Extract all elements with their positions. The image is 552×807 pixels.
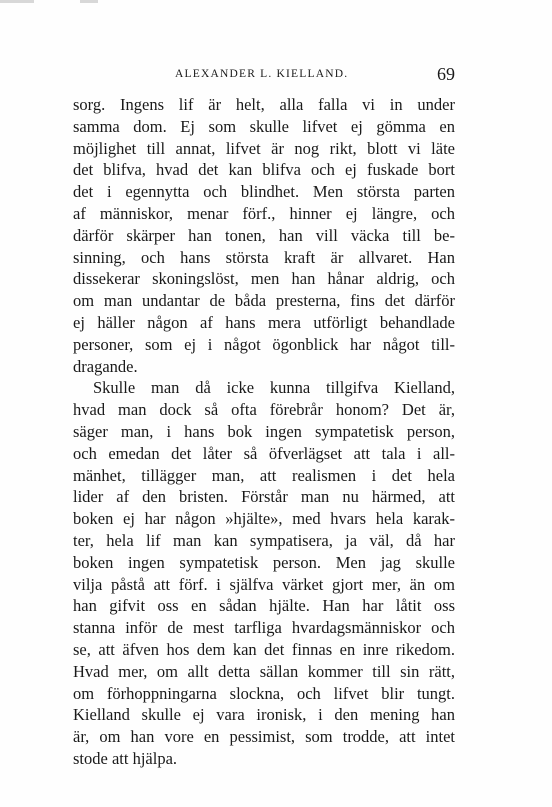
text-line: om förhoppningarna slockna, och lifvet blir tungt.	[73, 683, 455, 703]
page-header	[73, 64, 455, 88]
text-line: säger man, i hans bok ingen sympatetisk person,	[73, 421, 455, 441]
text-line: om man undantar de båda presterna, fins det därför	[73, 291, 455, 311]
text-line: Skulle man då icke kunna tillgifva Kielland,	[93, 378, 455, 398]
text-line: hvad man dock så ofta förebrår honom? Det är,	[73, 400, 455, 420]
text-line: och emedan det låter så öfverlägset att tala i all-	[73, 443, 455, 463]
text-line: ej häller någon af hans mera utförligt behandlade	[73, 312, 455, 332]
text-line: mänhet, tillägger man, att realismen i det hela	[73, 465, 455, 485]
text-line: se, att äfven hos dem kan det finnas en inre rikedom.	[73, 639, 455, 659]
text-line: möjlighet till annat, lifvet är nog rikt, blott vi läte	[73, 138, 455, 158]
text-line: stanna inför de mest tarfliga hvardagsmänniskor och	[73, 618, 455, 638]
page-number: 69	[437, 64, 455, 84]
text-line: vilja påstå att förf. i själfva värket gjort mer, än om	[73, 574, 455, 594]
text-line: är, om han vore en pessimist, som trodde, att intet	[73, 727, 455, 747]
text-line: han gifvit oss en sådan hjälte. Han har låtit oss	[73, 596, 455, 616]
text-line: därför skärper han tonen, han vill väcka till be-	[73, 225, 455, 245]
text-line: dissekerar skoningslöst, men han hånar aldrig, och	[73, 269, 455, 289]
text-line: sinning, och hans största kraft är allvaret. Han	[73, 247, 455, 267]
text-line: lider af den bristen. Förstår man nu härmed, att	[73, 487, 455, 507]
body-text	[73, 94, 455, 770]
text-line: boken ingen sympatetisk person. Men jag skulle	[73, 552, 455, 572]
text-line: sorg. Ingens lif är helt, alla falla vi in under	[73, 95, 455, 114]
text-line: dragande.	[73, 356, 138, 376]
text-line: ter, hela lif man kan sympatisera, ja väl, då har	[73, 530, 455, 550]
text-line: boken ej har någon »hjälte», med hvars hela karak-	[73, 509, 455, 529]
running-head: ALEXANDER L. KIELLAND.	[175, 68, 349, 80]
text-line: stode att hjälpa.	[73, 748, 178, 768]
top-edge-mark	[80, 0, 98, 3]
top-edge-mark	[0, 0, 34, 3]
text-line: personer, som ej i något ögonblick har något till-	[73, 334, 455, 354]
text-line: det i egennytta och blindhet. Men största parten	[73, 182, 455, 202]
text-line: samma dom. Ej som skulle lifvet ej gömma en	[73, 116, 455, 136]
text-line: Hvad mer, om allt detta sällan kommer till sin rätt,	[73, 661, 455, 681]
text-line: det blifva, hvad det kan blifva och ej fuskade bort	[73, 160, 455, 180]
text-line: af människor, menar förf., hinner ej längre, och	[73, 203, 455, 223]
text-line: Kielland skulle ej vara ironisk, i den mening han	[73, 705, 455, 725]
